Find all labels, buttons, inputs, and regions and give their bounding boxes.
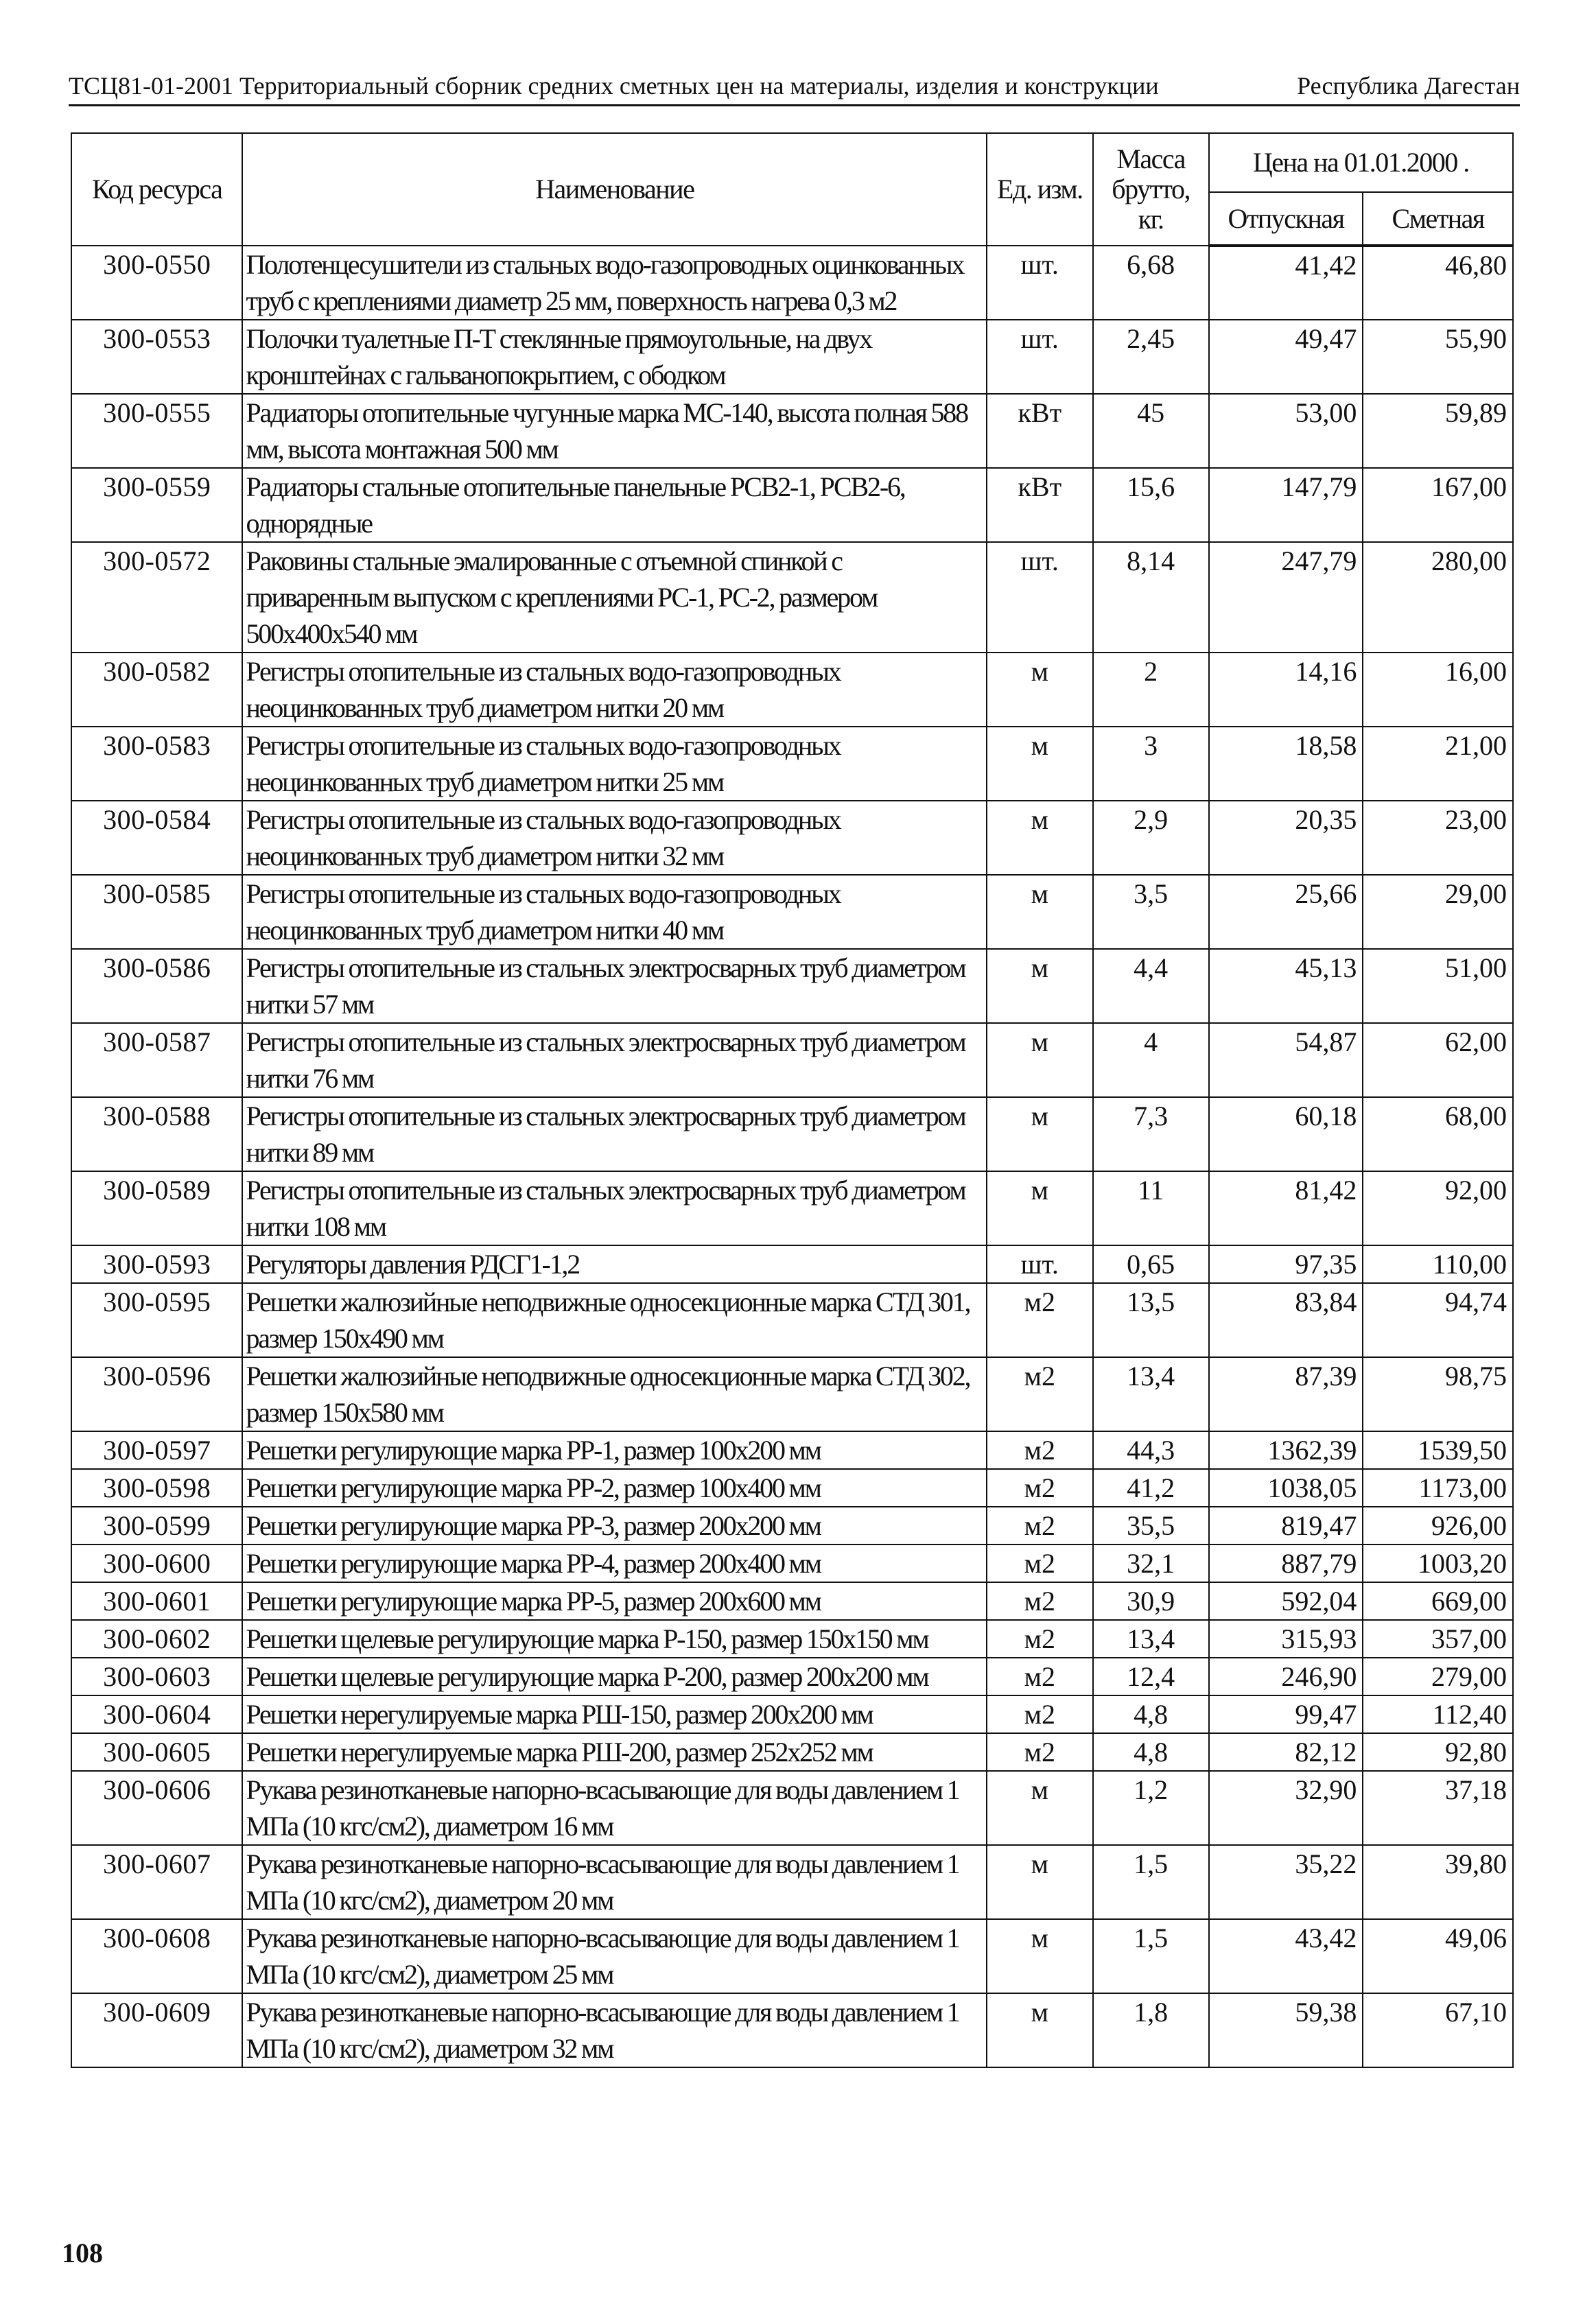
- row-estimate-price: 16,00: [1363, 653, 1513, 727]
- row-unit: м2: [987, 1695, 1093, 1733]
- row-code: 300-0607: [71, 1845, 242, 1919]
- row-release-price: 97,35: [1209, 1245, 1363, 1283]
- table-row: [71, 1283, 1513, 1357]
- row-release-price: 59,38: [1209, 1993, 1363, 2067]
- row-unit: м2: [987, 1283, 1093, 1357]
- table-row: [71, 468, 1513, 542]
- row-name: Решетки нерегулируемые марка РШ-200, размер 252х252 мм: [242, 1733, 987, 1771]
- row-code: 300-0609: [71, 1993, 242, 2067]
- row-name: Решетки жалюзийные неподвижные односекционные марка СТД 302, размер 150х580 мм: [242, 1357, 987, 1431]
- table-row: [71, 246, 1513, 320]
- row-name: Регистры отопительные из стальных электросварных труб диаметром нитки 76 мм: [242, 1023, 987, 1097]
- row-unit: м: [987, 1097, 1093, 1171]
- row-code: 300-0606: [71, 1771, 242, 1845]
- row-unit: шт.: [987, 542, 1093, 653]
- row-name: Регистры отопительные из стальных электросварных труб диаметром нитки 108 мм: [242, 1171, 987, 1245]
- row-release-price: 14,16: [1209, 653, 1363, 727]
- col-price-group-header: Цена на 01.01.2000 .: [1209, 133, 1513, 192]
- row-name: Раковины стальные эмалированные с отъемной спинкой с приваренным выпуском с креплениями РС-1, РС-2, размером 500х400х540 мм: [242, 542, 987, 653]
- row-unit: м: [987, 949, 1093, 1023]
- row-name: Регистры отопительные из стальных электросварных труб диаметром нитки 89 мм: [242, 1097, 987, 1171]
- row-code: 300-0586: [71, 949, 242, 1023]
- row-release-price: 147,79: [1209, 468, 1363, 542]
- row-mass: 35,5: [1093, 1507, 1209, 1545]
- row-unit: м: [987, 1171, 1093, 1245]
- table-row: [71, 1507, 1513, 1545]
- table-row: [71, 1171, 1513, 1245]
- row-mass: 2: [1093, 653, 1209, 727]
- row-name: Радиаторы стальные отопительные панельные РСВ2-1, РСВ2-6, однорядные: [242, 468, 987, 542]
- row-unit: м: [987, 801, 1093, 875]
- table-row: [71, 1993, 1513, 2067]
- row-mass: 1,8: [1093, 1993, 1209, 2067]
- row-mass: 4,4: [1093, 949, 1209, 1023]
- row-unit: м2: [987, 1733, 1093, 1771]
- row-release-price: 99,47: [1209, 1695, 1363, 1733]
- row-release-price: 32,90: [1209, 1771, 1363, 1845]
- row-release-price: 53,00: [1209, 394, 1363, 468]
- row-unit: м2: [987, 1357, 1093, 1431]
- row-estimate-price: 23,00: [1363, 801, 1513, 875]
- row-name: Регистры отопительные из стальных водо-газопроводных неоцинкованных труб диаметром нитки 25 мм: [242, 727, 987, 801]
- col-name-header: Наименование: [242, 133, 987, 246]
- row-code: 300-0583: [71, 727, 242, 801]
- table-row: [71, 1357, 1513, 1431]
- row-name: Полочки туалетные П-Т стеклянные прямоугольные, на двух кронштейнах с гальванопокрытием, с ободком: [242, 320, 987, 394]
- table-row: [71, 727, 1513, 801]
- row-code: 300-0604: [71, 1695, 242, 1733]
- row-estimate-price: 669,00: [1363, 1582, 1513, 1620]
- row-name: Регуляторы давления РДСГ1-1,2: [242, 1245, 987, 1283]
- table-row: [71, 1771, 1513, 1845]
- row-name: Решетки нерегулируемые марка РШ-150, размер 200х200 мм: [242, 1695, 987, 1733]
- row-mass: 41,2: [1093, 1469, 1209, 1507]
- table-row: [71, 1469, 1513, 1507]
- row-estimate-price: 49,06: [1363, 1919, 1513, 1993]
- row-unit: м2: [987, 1469, 1093, 1507]
- row-estimate-price: 1003,20: [1363, 1545, 1513, 1582]
- table-row: [71, 1845, 1513, 1919]
- row-estimate-price: 67,10: [1363, 1993, 1513, 2067]
- row-unit: шт.: [987, 1245, 1093, 1283]
- row-mass: 2,45: [1093, 320, 1209, 394]
- table-row: [71, 1695, 1513, 1733]
- row-name: Рукава резинотканевые напорно-всасывающие для воды давлением 1 МПа (10 кгс/см2), диаметром 25 мм: [242, 1919, 987, 1993]
- col-unit-header: Ед. изм.: [987, 133, 1093, 246]
- row-release-price: 81,42: [1209, 1171, 1363, 1245]
- row-mass: 2,9: [1093, 801, 1209, 875]
- row-code: 300-0559: [71, 468, 242, 542]
- row-code: 300-0589: [71, 1171, 242, 1245]
- row-name: Решетки регулирующие марка РР-3, размер 200х200 мм: [242, 1507, 987, 1545]
- row-mass: 15,6: [1093, 468, 1209, 542]
- row-code: 300-0553: [71, 320, 242, 394]
- row-estimate-price: 68,00: [1363, 1097, 1513, 1171]
- row-mass: 8,14: [1093, 542, 1209, 653]
- row-unit: м: [987, 1993, 1093, 2067]
- row-release-price: 592,04: [1209, 1582, 1363, 1620]
- row-name: Регистры отопительные из стальных электросварных труб диаметром нитки 57 мм: [242, 949, 987, 1023]
- table-row: [71, 1023, 1513, 1097]
- row-mass: 3,5: [1093, 875, 1209, 949]
- row-name: Рукава резинотканевые напорно-всасывающие для воды давлением 1 МПа (10 кгс/см2), диаметром 20 мм: [242, 1845, 987, 1919]
- row-estimate-price: 62,00: [1363, 1023, 1513, 1097]
- row-release-price: 1362,39: [1209, 1431, 1363, 1469]
- row-release-price: 41,42: [1209, 246, 1363, 320]
- row-estimate-price: 55,90: [1363, 320, 1513, 394]
- table-row: [71, 542, 1513, 653]
- row-code: 300-0572: [71, 542, 242, 653]
- row-mass: 13,4: [1093, 1357, 1209, 1431]
- row-code: 300-0597: [71, 1431, 242, 1469]
- row-estimate-price: 926,00: [1363, 1507, 1513, 1545]
- row-code: 300-0605: [71, 1733, 242, 1771]
- row-unit: шт.: [987, 320, 1093, 394]
- row-code: 300-0587: [71, 1023, 242, 1097]
- row-name: Решетки регулирующие марка РР-4, размер 200х400 мм: [242, 1545, 987, 1582]
- row-mass: 3: [1093, 727, 1209, 801]
- row-code: 300-0582: [71, 653, 242, 727]
- row-unit: шт.: [987, 246, 1093, 320]
- row-unit: м2: [987, 1545, 1093, 1582]
- table-header: [71, 133, 1513, 246]
- row-name: Решетки жалюзийные неподвижные односекционные марка СТД 301, размер 150х490 мм: [242, 1283, 987, 1357]
- row-code: 300-0598: [71, 1469, 242, 1507]
- row-estimate-price: 94,74: [1363, 1283, 1513, 1357]
- row-release-price: 20,35: [1209, 801, 1363, 875]
- table-row: [71, 653, 1513, 727]
- row-release-price: 1038,05: [1209, 1469, 1363, 1507]
- header-title: ТСЦ81-01-2001 Территориальный сборник средних сметных цен на материалы, изделия и конструкции: [69, 72, 1159, 99]
- row-estimate-price: 46,80: [1363, 246, 1513, 320]
- price-table: [71, 132, 1514, 2068]
- row-unit: м: [987, 1023, 1093, 1097]
- page-header: [69, 62, 1520, 106]
- row-name: Решетки регулирующие марка РР-1, размер 100х200 мм: [242, 1431, 987, 1469]
- row-name: Регистры отопительные из стальных водо-газопроводных неоцинкованных труб диаметром нитки 32 мм: [242, 801, 987, 875]
- row-code: 300-0603: [71, 1658, 242, 1695]
- row-code: 300-0585: [71, 875, 242, 949]
- row-mass: 13,4: [1093, 1620, 1209, 1658]
- row-release-price: 54,87: [1209, 1023, 1363, 1097]
- row-release-price: 49,47: [1209, 320, 1363, 394]
- row-unit: м: [987, 1919, 1093, 1993]
- row-code: 300-0595: [71, 1283, 242, 1357]
- row-estimate-price: 167,00: [1363, 468, 1513, 542]
- row-unit: м: [987, 653, 1093, 727]
- row-code: 300-0550: [71, 246, 242, 320]
- row-unit: м2: [987, 1582, 1093, 1620]
- row-name: Рукава резинотканевые напорно-всасывающие для воды давлением 1 МПа (10 кгс/см2), диаметром 32 мм: [242, 1993, 987, 2067]
- row-mass: 11: [1093, 1171, 1209, 1245]
- row-estimate-price: 29,00: [1363, 875, 1513, 949]
- row-release-price: 246,90: [1209, 1658, 1363, 1695]
- row-code: 300-0602: [71, 1620, 242, 1658]
- row-estimate-price: 92,80: [1363, 1733, 1513, 1771]
- row-estimate-price: 280,00: [1363, 542, 1513, 653]
- row-estimate-price: 112,40: [1363, 1695, 1513, 1733]
- table-row: [71, 1245, 1513, 1283]
- row-release-price: 60,18: [1209, 1097, 1363, 1171]
- row-name: Решетки щелевые регулирующие марка Р-150, размер 150х150 мм: [242, 1620, 987, 1658]
- row-code: 300-0601: [71, 1582, 242, 1620]
- table-row: [71, 801, 1513, 875]
- row-code: 300-0593: [71, 1245, 242, 1283]
- table-row: [71, 949, 1513, 1023]
- row-release-price: 35,22: [1209, 1845, 1363, 1919]
- row-name: Решетки регулирующие марка РР-2, размер 100х400 мм: [242, 1469, 987, 1507]
- row-estimate-price: 279,00: [1363, 1658, 1513, 1695]
- row-code: 300-0555: [71, 394, 242, 468]
- row-mass: 6,68: [1093, 246, 1209, 320]
- row-unit: м: [987, 1845, 1093, 1919]
- row-code: 300-0584: [71, 801, 242, 875]
- row-estimate-price: 39,80: [1363, 1845, 1513, 1919]
- table-row: [71, 1582, 1513, 1620]
- table-row: [71, 875, 1513, 949]
- row-mass: 0,65: [1093, 1245, 1209, 1283]
- row-unit: м: [987, 727, 1093, 801]
- row-name: Регистры отопительные из стальных водо-газопроводных неоцинкованных труб диаметром нитки 40 мм: [242, 875, 987, 949]
- col-release-price-header: Отпускная: [1209, 192, 1363, 246]
- row-name: Регистры отопительные из стальных водо-газопроводных неоцинкованных труб диаметром нитки 20 мм: [242, 653, 987, 727]
- row-release-price: 45,13: [1209, 949, 1363, 1023]
- page-number: 108: [62, 2238, 103, 2268]
- row-release-price: 82,12: [1209, 1733, 1363, 1771]
- row-estimate-price: 357,00: [1363, 1620, 1513, 1658]
- row-release-price: 25,66: [1209, 875, 1363, 949]
- row-estimate-price: 1173,00: [1363, 1469, 1513, 1507]
- table-row: [71, 394, 1513, 468]
- row-estimate-price: 37,18: [1363, 1771, 1513, 1845]
- row-mass: 12,4: [1093, 1658, 1209, 1695]
- row-unit: кВт: [987, 468, 1093, 542]
- row-unit: м: [987, 875, 1093, 949]
- row-unit: м2: [987, 1431, 1093, 1469]
- row-release-price: 887,79: [1209, 1545, 1363, 1582]
- row-code: 300-0588: [71, 1097, 242, 1171]
- row-estimate-price: 98,75: [1363, 1357, 1513, 1431]
- row-release-price: 18,58: [1209, 727, 1363, 801]
- table-row: [71, 1620, 1513, 1658]
- row-name: Радиаторы отопительные чугунные марка МС-140, высота полная 588 мм, высота монтажная 500 мм: [242, 394, 987, 468]
- row-release-price: 87,39: [1209, 1357, 1363, 1431]
- row-mass: 30,9: [1093, 1582, 1209, 1620]
- row-mass: 1,2: [1093, 1771, 1209, 1845]
- row-estimate-price: 1539,50: [1363, 1431, 1513, 1469]
- row-mass: 13,5: [1093, 1283, 1209, 1357]
- table-row: [71, 1658, 1513, 1695]
- row-name: Полотенцесушители из стальных водо-газопроводных оцинкованных труб с креплениями диаметр 25 мм, поверхность нагрева 0,3 м2: [242, 246, 987, 320]
- row-mass: 1,5: [1093, 1919, 1209, 1993]
- row-mass: 1,5: [1093, 1845, 1209, 1919]
- table-row: [71, 1733, 1513, 1771]
- table-row: [71, 1431, 1513, 1469]
- row-unit: кВт: [987, 394, 1093, 468]
- row-mass: 4: [1093, 1023, 1209, 1097]
- row-code: 300-0608: [71, 1919, 242, 1993]
- col-code-header: Код ресурса: [71, 133, 242, 246]
- row-release-price: 83,84: [1209, 1283, 1363, 1357]
- row-mass: 4,8: [1093, 1733, 1209, 1771]
- row-mass: 45: [1093, 394, 1209, 468]
- row-name: Решетки регулирующие марка РР-5, размер 200х600 мм: [242, 1582, 987, 1620]
- row-release-price: 819,47: [1209, 1507, 1363, 1545]
- row-name: Рукава резинотканевые напорно-всасывающие для воды давлением 1 МПа (10 кгс/см2), диаметром 16 мм: [242, 1771, 987, 1845]
- table-row: [71, 1097, 1513, 1171]
- row-unit: м2: [987, 1658, 1093, 1695]
- row-estimate-price: 51,00: [1363, 949, 1513, 1023]
- row-unit: м: [987, 1771, 1093, 1845]
- row-mass: 4,8: [1093, 1695, 1209, 1733]
- row-release-price: 315,93: [1209, 1620, 1363, 1658]
- row-code: 300-0600: [71, 1545, 242, 1582]
- table-body: [71, 246, 1513, 2067]
- row-estimate-price: 92,00: [1363, 1171, 1513, 1245]
- row-release-price: 247,79: [1209, 542, 1363, 653]
- row-estimate-price: 110,00: [1363, 1245, 1513, 1283]
- row-mass: 44,3: [1093, 1431, 1209, 1469]
- row-name: Решетки щелевые регулирующие марка Р-200, размер 200х200 мм: [242, 1658, 987, 1695]
- row-code: 300-0596: [71, 1357, 242, 1431]
- row-code: 300-0599: [71, 1507, 242, 1545]
- table-row: [71, 1919, 1513, 1993]
- table-row: [71, 320, 1513, 394]
- row-release-price: 43,42: [1209, 1919, 1363, 1993]
- row-mass: 7,3: [1093, 1097, 1209, 1171]
- col-estimate-price-header: Сметная: [1363, 192, 1513, 246]
- row-unit: м2: [987, 1507, 1093, 1545]
- row-estimate-price: 21,00: [1363, 727, 1513, 801]
- table-row: [71, 1545, 1513, 1582]
- header-region: Республика Дагестан: [1297, 72, 1520, 99]
- row-estimate-price: 59,89: [1363, 394, 1513, 468]
- row-mass: 32,1: [1093, 1545, 1209, 1582]
- col-mass-header: Масса брутто, кг.: [1093, 133, 1209, 246]
- row-unit: м2: [987, 1620, 1093, 1658]
